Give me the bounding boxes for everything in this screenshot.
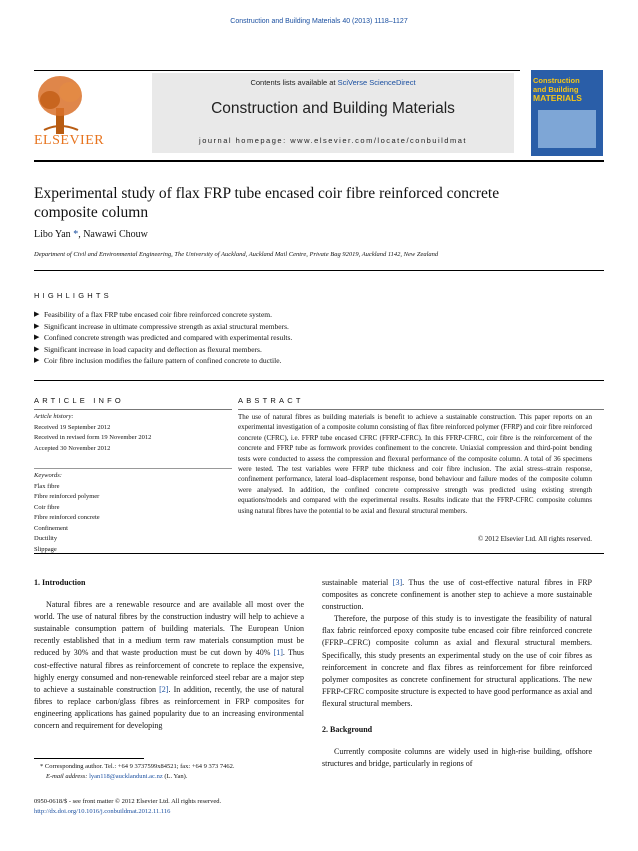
keyword: Ductility — [34, 535, 58, 542]
contents-prefix: Contents lists available at — [250, 78, 338, 87]
cover-title-line: MATERIALS — [533, 93, 582, 103]
cover-title-line: Construction — [533, 76, 580, 85]
keyword: Fibre reinforced polymer — [34, 493, 100, 500]
keyword: Flax fibre — [34, 482, 60, 490]
email-line — [34, 772, 314, 782]
rule-divider — [34, 468, 232, 469]
list-item — [34, 309, 594, 321]
rule-divider — [34, 270, 604, 271]
affiliation: Department of Civil and Environmental Engineering, The University of Auckland, Auckland Mail Centre, Private Bag 92019, Auckland 1142, New Zealand — [34, 251, 439, 258]
issn-line: 0950-0618/$ - see front matter © 2012 Elsevier Ltd. All rights reserved. — [34, 798, 222, 805]
copyright: © 2012 Elsevier Ltd. All rights reserved. — [477, 535, 592, 543]
email-label: E-mail address: — [46, 772, 90, 780]
corresponding-author: * Corresponding author. Tel.: +64 9 3737599x84521; fax: +64 9 373 7462. — [40, 763, 235, 770]
author-2: , Nawawi Chouw — [78, 229, 148, 240]
highlight-text: Confined concrete strength was predicted and compared with experimental results. — [44, 333, 293, 342]
citation-link[interactable]: [2] — [159, 684, 169, 694]
abstract-text: The use of natural fibres as building materials is benefit to achieve a sustainable construction. This paper reports on an experimental investigation of a composite column consisting of flax fibre reinforced polymer (FFRP) and coir fibre reinforced concrete (CFRC), i.e. FFRP tube encased CFRC (FFRP-CFRC). In this FFRP-CFRC, coir fibre is the reinforcement of the concrete and FFRP tube as formwork provides confinement to the concrete. Uniaxial compression and third-point bending tests were conducted to assess the compression and flexural performance of the composite column. A total of 36 specimens were tested. The test variables were FFRP tube thickness and coir fibre inclusion. The axial stress–strain response, confinement performance, lateral load–displacement response, bond behaviour and failure modes of the composite column were analysed. In addition, the confined concrete compressive strength was predicted using existing strength equations/models and compared with the experimental results. Results indicate that the FFRP-CFRC composite columns using natural fibres have the potential to be axial and flexural structural members. — [238, 413, 592, 515]
journal-name: Construction and Building Materials — [211, 100, 455, 117]
highlight-text: Feasibility of a flax FRP tube encased coir fibre reinforced concrete system. — [44, 310, 272, 319]
bullet-icon: ▶ — [34, 333, 40, 341]
rule-divider — [34, 409, 232, 410]
corresponding-mark[interactable]: * — [70, 229, 79, 240]
highlights-list — [34, 309, 594, 367]
continued-paragraph — [322, 577, 592, 613]
text-run: Natural fibres are a renewable resource and are available all most over the world. The use of natural fibres by the construction industry will help to achieve a sustainable consumption pattern of building materials. The European Union recently established that in a medium term raw materials consumption must be reduced by 30% and that waste production must be cut down by 40% — [34, 600, 304, 658]
journal-reference[interactable]: Construction and Building Materials 40 (2013) 1118–1127 — [230, 18, 408, 25]
text-run: . Thus cost-effective natural fibres as reinforcement of concrete to replace the expensive, highly energy consumed and non-renewable reinforced steel rebar are a major step to achieve a sustainable construction — [34, 648, 304, 694]
received-date: Received 19 September 2012 — [34, 423, 111, 431]
front-matter — [34, 797, 221, 816]
background-paragraph: Currently composite columns are widely used in high-rise building, offshore structures and bridge, particularly in regions of — [322, 747, 592, 769]
keyword: Coir fibre — [34, 503, 60, 511]
list-item — [34, 355, 594, 367]
footnote-rule — [34, 758, 144, 759]
bullet-icon: ▶ — [34, 310, 40, 318]
journal-homepage[interactable]: journal homepage: www.elsevier.com/locate/conbuildmat — [199, 136, 467, 145]
citation-link[interactable]: [3] — [392, 578, 403, 587]
rule-divider — [238, 409, 604, 410]
text-run: sustainable material — [322, 578, 393, 587]
keywords-label: Keywords: — [34, 472, 62, 479]
sciencedirect-link[interactable]: SciVerse ScienceDirect — [337, 78, 416, 87]
accepted-date: Accepted 30 November 2012 — [34, 444, 111, 452]
highlight-text: Significant increase in load capacity and deflection as flexural members. — [44, 344, 262, 354]
intro-paragraph — [34, 599, 304, 732]
publisher-name: ELSEVIER — [34, 133, 105, 148]
rule-divider — [34, 380, 604, 381]
bullet-icon: ▶ — [34, 344, 40, 353]
citation-link[interactable]: [1] — [273, 648, 283, 658]
author-1: Libo Yan — [34, 229, 71, 240]
footnote — [34, 762, 314, 781]
highlight-text: Coir fibre inclusion modifies the failure pattern of confined concrete to ductile. — [44, 356, 282, 365]
email-suffix: (L. Yan). — [162, 772, 188, 780]
keywords — [34, 471, 100, 555]
header-bottom-rule — [34, 160, 604, 162]
section-title-background: 2. Background — [322, 725, 373, 735]
purpose-paragraph: Therefore, the purpose of this study is to investigate the feasibility of natural flax fabric reinforced epoxy composite tube encased coir fibre reinforced concrete (FFRP–CFRC) composite column as axial and flexural structural members. Specifically, this study presents an experimental study on the use of coir fibres as reinforcement in concrete and flax fibres as reinforcement for fibre reinforced polymer composites as concrete confinement for structural applications. The new FFRP-CFRC composite structure is expected to have good performance as axial and flexural structural members. — [322, 614, 592, 708]
body-column-right — [322, 577, 592, 770]
highlights-heading: HIGHLIGHTS — [34, 291, 112, 300]
article-history — [34, 412, 151, 454]
cover-photo — [538, 110, 596, 148]
list-item — [34, 344, 594, 356]
section-title-introduction: 1. Introduction — [34, 578, 86, 587]
cover-title-line: and Building — [533, 85, 579, 94]
doi-link[interactable]: http://dx.doi.org/10.1016/j.conbuildmat.2012.11.116 — [34, 807, 171, 815]
title-line-1: Experimental study of flax FRP tube encased coir fibre reinforced concrete — [34, 185, 500, 202]
bullet-icon: ▶ — [34, 356, 40, 364]
history-label: Article history: — [34, 413, 74, 420]
text-run: . Thus the use of cost-effective natural fibres in FRP composites as concrete confinement is another step to achieve a more sustainable construction. — [322, 578, 592, 612]
authors — [34, 229, 148, 240]
title-line-2: composite column — [34, 204, 149, 221]
keyword: Confinement — [34, 524, 68, 532]
text-run: . In addition, recently, the use of natural fibres to replace carbon/glass fibres as reinforcement in FRP composites for engineering applications has gained popularity due to an increasing environmental concern and requirement for developing — [34, 684, 305, 731]
email-link[interactable]: lyan118@aucklanduni.ac.nz — [89, 772, 163, 780]
keyword: Fibre reinforced concrete — [34, 514, 100, 521]
contents-line — [152, 78, 514, 87]
list-item — [34, 332, 594, 344]
list-item — [34, 321, 594, 333]
article-info-heading: ARTICLE INFO — [34, 396, 124, 405]
article-title — [34, 184, 594, 222]
keyword: Slippage — [34, 545, 57, 553]
revised-date: Received in revised form 19 November 2012 — [34, 434, 152, 441]
cover-title — [533, 76, 601, 103]
bullet-icon: ▶ — [34, 321, 40, 330]
body-column-left — [34, 577, 304, 732]
rule-divider — [34, 553, 604, 554]
abstract-heading: ABSTRACT — [238, 396, 304, 405]
highlight-text: Significant increase in ultimate compressive strength as axial structural members. — [44, 321, 289, 331]
